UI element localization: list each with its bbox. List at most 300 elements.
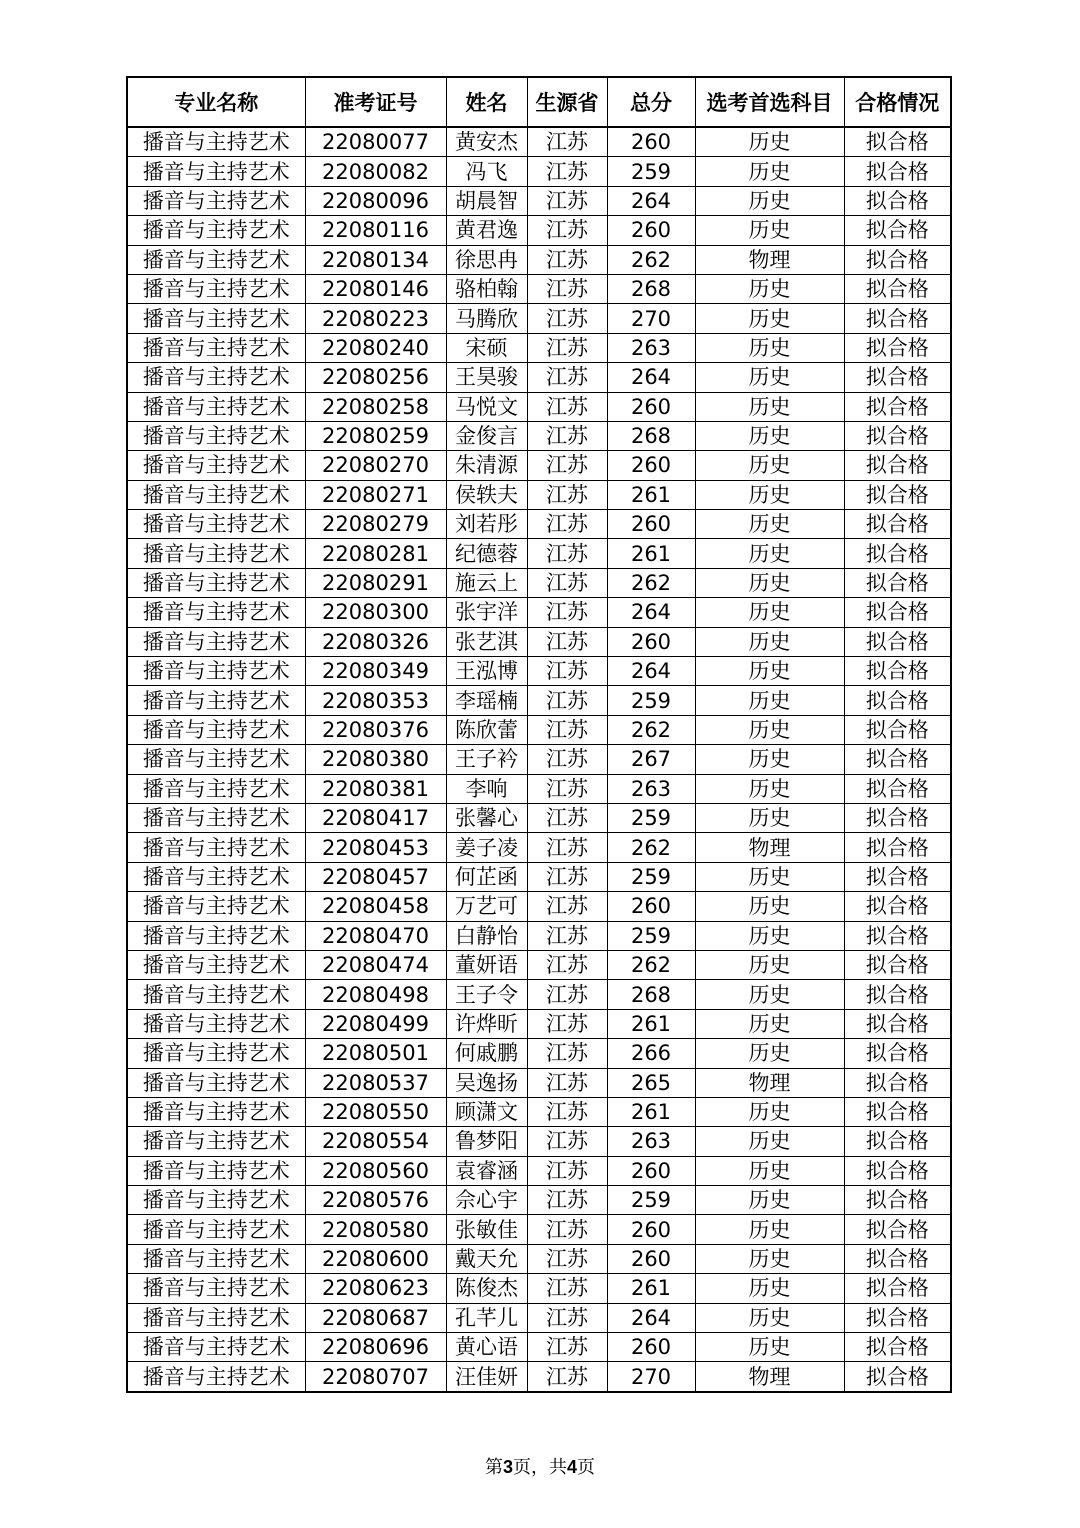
table-row — [127, 1068, 951, 1097]
cell-first-subject: 历史 — [695, 1303, 844, 1332]
cell-status: 拟合格 — [844, 1215, 951, 1244]
cell-name: 黄君逸 — [446, 216, 527, 245]
cell-first-subject: 历史 — [695, 1097, 844, 1126]
cell-status: 拟合格 — [844, 392, 951, 421]
cell-province: 江苏 — [527, 1215, 607, 1244]
cell-exam-id: 22080326 — [305, 627, 446, 656]
table-row — [127, 774, 951, 803]
table-row — [127, 1362, 951, 1392]
cell-status: 拟合格 — [844, 333, 951, 362]
cell-first-subject: 历史 — [695, 568, 844, 597]
cell-name: 张馨心 — [446, 803, 527, 832]
cell-first-subject: 历史 — [695, 1244, 844, 1273]
cell-name: 董妍语 — [446, 950, 527, 979]
cell-first-subject: 历史 — [695, 921, 844, 950]
cell-province: 江苏 — [527, 1333, 607, 1362]
cell-name: 许烨昕 — [446, 1009, 527, 1038]
cell-first-subject: 历史 — [695, 627, 844, 656]
cell-major: 播音与主持艺术 — [127, 127, 305, 157]
cell-status: 拟合格 — [844, 657, 951, 686]
table-row — [127, 568, 951, 597]
cell-first-subject: 历史 — [695, 1215, 844, 1244]
cell-status: 拟合格 — [844, 1068, 951, 1097]
cell-first-subject: 历史 — [695, 715, 844, 744]
table-row — [127, 1274, 951, 1303]
header-first-subject: 选考首选科目 — [695, 77, 844, 127]
cell-province: 江苏 — [527, 451, 607, 480]
cell-province: 江苏 — [527, 480, 607, 509]
cell-name: 戴天允 — [446, 1244, 527, 1273]
cell-exam-id: 22080259 — [305, 421, 446, 450]
cell-exam-id: 22080291 — [305, 568, 446, 597]
table-row — [127, 950, 951, 979]
cell-province: 江苏 — [527, 363, 607, 392]
table-row — [127, 127, 951, 157]
cell-exam-id: 22080696 — [305, 1333, 446, 1362]
cell-total-score: 264 — [607, 657, 695, 686]
table-row — [127, 480, 951, 509]
cell-total-score: 260 — [607, 892, 695, 921]
cell-major: 播音与主持艺术 — [127, 980, 305, 1009]
table-row — [127, 510, 951, 539]
cell-exam-id: 22080134 — [305, 245, 446, 274]
cell-name: 施云上 — [446, 568, 527, 597]
cell-total-score: 270 — [607, 1362, 695, 1392]
cell-first-subject: 历史 — [695, 1333, 844, 1362]
cell-status: 拟合格 — [844, 892, 951, 921]
cell-exam-id: 22080376 — [305, 715, 446, 744]
cell-exam-id: 22080580 — [305, 1215, 446, 1244]
cell-exam-id: 22080146 — [305, 274, 446, 303]
cell-exam-id: 22080223 — [305, 304, 446, 333]
cell-province: 江苏 — [527, 274, 607, 303]
cell-status: 拟合格 — [844, 745, 951, 774]
cell-status: 拟合格 — [844, 1127, 951, 1156]
cell-major: 播音与主持艺术 — [127, 686, 305, 715]
cell-major: 播音与主持艺术 — [127, 157, 305, 186]
cell-exam-id: 22080256 — [305, 363, 446, 392]
cell-major: 播音与主持艺术 — [127, 1362, 305, 1392]
cell-first-subject: 历史 — [695, 745, 844, 774]
cell-major: 播音与主持艺术 — [127, 304, 305, 333]
cell-status: 拟合格 — [844, 274, 951, 303]
cell-first-subject: 历史 — [695, 892, 844, 921]
cell-total-score: 262 — [607, 833, 695, 862]
cell-first-subject: 历史 — [695, 451, 844, 480]
cell-name: 孔芊儿 — [446, 1303, 527, 1332]
cell-name: 汪佳妍 — [446, 1362, 527, 1392]
table-row — [127, 1039, 951, 1068]
cell-first-subject: 历史 — [695, 127, 844, 157]
footer-prefix: 第 — [484, 1457, 503, 1478]
table-row — [127, 892, 951, 921]
cell-name: 朱清源 — [446, 451, 527, 480]
cell-major: 播音与主持艺术 — [127, 892, 305, 921]
table-row — [127, 421, 951, 450]
table-row — [127, 803, 951, 832]
cell-province: 江苏 — [527, 157, 607, 186]
footer-current-page: 3 — [502, 1457, 513, 1477]
cell-major: 播音与主持艺术 — [127, 1156, 305, 1185]
cell-first-subject: 历史 — [695, 363, 844, 392]
table-row — [127, 657, 951, 686]
cell-province: 江苏 — [527, 774, 607, 803]
cell-first-subject: 历史 — [695, 186, 844, 215]
table-row — [127, 921, 951, 950]
cell-total-score: 263 — [607, 774, 695, 803]
page-footer — [0, 1453, 1080, 1479]
cell-status: 拟合格 — [844, 1156, 951, 1185]
cell-status: 拟合格 — [844, 950, 951, 979]
cell-total-score: 264 — [607, 1303, 695, 1332]
cell-total-score: 260 — [607, 451, 695, 480]
cell-major: 播音与主持艺术 — [127, 245, 305, 274]
cell-exam-id: 22080380 — [305, 745, 446, 774]
cell-total-score: 260 — [607, 216, 695, 245]
cell-exam-id: 22080453 — [305, 833, 446, 862]
header-major: 专业名称 — [127, 77, 305, 127]
cell-major: 播音与主持艺术 — [127, 1097, 305, 1126]
cell-total-score: 260 — [607, 1215, 695, 1244]
cell-total-score: 262 — [607, 245, 695, 274]
cell-first-subject: 历史 — [695, 421, 844, 450]
table-row — [127, 598, 951, 627]
cell-first-subject: 历史 — [695, 216, 844, 245]
cell-name: 纪德蓉 — [446, 539, 527, 568]
cell-total-score: 267 — [607, 745, 695, 774]
cell-name: 王昊骏 — [446, 363, 527, 392]
cell-name: 陈欣蕾 — [446, 715, 527, 744]
cell-exam-id: 22080349 — [305, 657, 446, 686]
cell-province: 江苏 — [527, 186, 607, 215]
cell-total-score: 264 — [607, 598, 695, 627]
table-row — [127, 363, 951, 392]
cell-first-subject: 历史 — [695, 598, 844, 627]
cell-name: 佘心宇 — [446, 1186, 527, 1215]
table-row — [127, 333, 951, 362]
cell-name: 宋硕 — [446, 333, 527, 362]
cell-status: 拟合格 — [844, 539, 951, 568]
cell-province: 江苏 — [527, 304, 607, 333]
cell-total-score: 263 — [607, 1127, 695, 1156]
cell-exam-id: 22080082 — [305, 157, 446, 186]
cell-first-subject: 物理 — [695, 833, 844, 862]
cell-status: 拟合格 — [844, 715, 951, 744]
cell-status: 拟合格 — [844, 862, 951, 891]
cell-exam-id: 22080279 — [305, 510, 446, 539]
cell-province: 江苏 — [527, 1186, 607, 1215]
cell-major: 播音与主持艺术 — [127, 1303, 305, 1332]
footer-middle: 页，共 — [513, 1457, 567, 1478]
table-row — [127, 627, 951, 656]
cell-name: 白静怡 — [446, 921, 527, 950]
cell-status: 拟合格 — [844, 598, 951, 627]
cell-name: 马腾欣 — [446, 304, 527, 333]
table-row — [127, 715, 951, 744]
cell-major: 播音与主持艺术 — [127, 862, 305, 891]
cell-exam-id: 22080707 — [305, 1362, 446, 1392]
cell-total-score: 262 — [607, 950, 695, 979]
cell-status: 拟合格 — [844, 980, 951, 1009]
cell-status: 拟合格 — [844, 510, 951, 539]
cell-province: 江苏 — [527, 833, 607, 862]
header-province: 生源省 — [527, 77, 607, 127]
cell-name: 刘若彤 — [446, 510, 527, 539]
cell-name: 侯轶夫 — [446, 480, 527, 509]
table-row — [127, 1097, 951, 1126]
cell-province: 江苏 — [527, 245, 607, 274]
cell-first-subject: 历史 — [695, 1009, 844, 1038]
table-row — [127, 862, 951, 891]
cell-total-score: 259 — [607, 803, 695, 832]
table-row — [127, 1303, 951, 1332]
cell-name: 王子令 — [446, 980, 527, 1009]
table-row — [127, 1333, 951, 1362]
cell-name: 张敏佳 — [446, 1215, 527, 1244]
table-row — [127, 539, 951, 568]
cell-exam-id: 22080474 — [305, 950, 446, 979]
cell-major: 播音与主持艺术 — [127, 451, 305, 480]
cell-province: 江苏 — [527, 127, 607, 157]
cell-name: 顾潇文 — [446, 1097, 527, 1126]
table-row — [127, 216, 951, 245]
cell-status: 拟合格 — [844, 1362, 951, 1392]
cell-major: 播音与主持艺术 — [127, 1244, 305, 1273]
cell-province: 江苏 — [527, 1274, 607, 1303]
table-row — [127, 451, 951, 480]
cell-province: 江苏 — [527, 1009, 607, 1038]
cell-first-subject: 历史 — [695, 862, 844, 891]
cell-total-score: 261 — [607, 480, 695, 509]
cell-province: 江苏 — [527, 657, 607, 686]
cell-province: 江苏 — [527, 921, 607, 950]
cell-exam-id: 22080550 — [305, 1097, 446, 1126]
cell-name: 胡晨智 — [446, 186, 527, 215]
cell-province: 江苏 — [527, 333, 607, 362]
cell-status: 拟合格 — [844, 1244, 951, 1273]
cell-exam-id: 22080281 — [305, 539, 446, 568]
cell-major: 播音与主持艺术 — [127, 539, 305, 568]
cell-first-subject: 历史 — [695, 274, 844, 303]
cell-major: 播音与主持艺术 — [127, 774, 305, 803]
cell-first-subject: 物理 — [695, 1068, 844, 1097]
cell-first-subject: 历史 — [695, 480, 844, 509]
cell-exam-id: 22080501 — [305, 1039, 446, 1068]
cell-total-score: 260 — [607, 392, 695, 421]
cell-exam-id: 22080470 — [305, 921, 446, 950]
cell-name: 徐思冉 — [446, 245, 527, 274]
cell-province: 江苏 — [527, 745, 607, 774]
cell-total-score: 259 — [607, 157, 695, 186]
cell-province: 江苏 — [527, 980, 607, 1009]
cell-major: 播音与主持艺术 — [127, 1333, 305, 1362]
cell-province: 江苏 — [527, 1244, 607, 1273]
table-row — [127, 157, 951, 186]
cell-exam-id: 22080240 — [305, 333, 446, 362]
cell-first-subject: 历史 — [695, 392, 844, 421]
cell-name: 金俊言 — [446, 421, 527, 450]
cell-exam-id: 22080300 — [305, 598, 446, 627]
cell-name: 万艺可 — [446, 892, 527, 921]
cell-major: 播音与主持艺术 — [127, 216, 305, 245]
cell-major: 播音与主持艺术 — [127, 333, 305, 362]
header-name: 姓名 — [446, 77, 527, 127]
cell-total-score: 259 — [607, 921, 695, 950]
cell-first-subject: 历史 — [695, 686, 844, 715]
cell-province: 江苏 — [527, 568, 607, 597]
cell-total-score: 266 — [607, 1039, 695, 1068]
cell-total-score: 260 — [607, 1156, 695, 1185]
table-row — [127, 304, 951, 333]
cell-province: 江苏 — [527, 392, 607, 421]
table-row — [127, 833, 951, 862]
cell-exam-id: 22080077 — [305, 127, 446, 157]
cell-name: 何芷函 — [446, 862, 527, 891]
cell-name: 张宇洋 — [446, 598, 527, 627]
cell-major: 播音与主持艺术 — [127, 745, 305, 774]
cell-status: 拟合格 — [844, 157, 951, 186]
cell-total-score: 260 — [607, 127, 695, 157]
table-row — [127, 1156, 951, 1185]
cell-major: 播音与主持艺术 — [127, 1127, 305, 1156]
cell-province: 江苏 — [527, 892, 607, 921]
cell-total-score: 264 — [607, 363, 695, 392]
cell-name: 冯飞 — [446, 157, 527, 186]
cell-status: 拟合格 — [844, 363, 951, 392]
cell-first-subject: 历史 — [695, 1039, 844, 1068]
cell-first-subject: 历史 — [695, 304, 844, 333]
cell-status: 拟合格 — [844, 421, 951, 450]
cell-total-score: 270 — [607, 304, 695, 333]
cell-major: 播音与主持艺术 — [127, 568, 305, 597]
cell-total-score: 259 — [607, 686, 695, 715]
cell-status: 拟合格 — [844, 774, 951, 803]
cell-status: 拟合格 — [844, 1274, 951, 1303]
cell-status: 拟合格 — [844, 304, 951, 333]
cell-status: 拟合格 — [844, 568, 951, 597]
cell-province: 江苏 — [527, 862, 607, 891]
cell-status: 拟合格 — [844, 803, 951, 832]
cell-province: 江苏 — [527, 421, 607, 450]
cell-first-subject: 历史 — [695, 1127, 844, 1156]
cell-total-score: 260 — [607, 627, 695, 656]
cell-first-subject: 历史 — [695, 803, 844, 832]
cell-status: 拟合格 — [844, 921, 951, 950]
cell-province: 江苏 — [527, 715, 607, 744]
cell-status: 拟合格 — [844, 216, 951, 245]
cell-status: 拟合格 — [844, 127, 951, 157]
cell-major: 播音与主持艺术 — [127, 1039, 305, 1068]
cell-major: 播音与主持艺术 — [127, 510, 305, 539]
cell-exam-id: 22080381 — [305, 774, 446, 803]
cell-first-subject: 历史 — [695, 510, 844, 539]
cell-exam-id: 22080499 — [305, 1009, 446, 1038]
table-row — [127, 1127, 951, 1156]
cell-first-subject: 历史 — [695, 539, 844, 568]
table-row — [127, 686, 951, 715]
cell-major: 播音与主持艺术 — [127, 715, 305, 744]
cell-first-subject: 物理 — [695, 245, 844, 274]
cell-exam-id: 22080623 — [305, 1274, 446, 1303]
cell-total-score: 264 — [607, 186, 695, 215]
table-row — [127, 245, 951, 274]
cell-major: 播音与主持艺术 — [127, 1068, 305, 1097]
table-row — [127, 1244, 951, 1273]
cell-status: 拟合格 — [844, 451, 951, 480]
cell-status: 拟合格 — [844, 480, 951, 509]
cell-major: 播音与主持艺术 — [127, 598, 305, 627]
footer-suffix: 页 — [577, 1457, 596, 1478]
cell-name: 何戚鹏 — [446, 1039, 527, 1068]
table-row — [127, 1009, 951, 1038]
footer-total-pages: 4 — [567, 1457, 578, 1477]
cell-province: 江苏 — [527, 598, 607, 627]
cell-name: 黄安杰 — [446, 127, 527, 157]
cell-exam-id: 22080560 — [305, 1156, 446, 1185]
cell-name: 张艺淇 — [446, 627, 527, 656]
cell-total-score: 261 — [607, 539, 695, 568]
cell-name: 吴逸扬 — [446, 1068, 527, 1097]
cell-exam-id: 22080687 — [305, 1303, 446, 1332]
cell-status: 拟合格 — [844, 833, 951, 862]
cell-total-score: 265 — [607, 1068, 695, 1097]
cell-province: 江苏 — [527, 1156, 607, 1185]
cell-province: 江苏 — [527, 627, 607, 656]
cell-total-score: 261 — [607, 1009, 695, 1038]
cell-major: 播音与主持艺术 — [127, 363, 305, 392]
cell-status: 拟合格 — [844, 1186, 951, 1215]
cell-province: 江苏 — [527, 1068, 607, 1097]
cell-province: 江苏 — [527, 1303, 607, 1332]
cell-total-score: 268 — [607, 274, 695, 303]
cell-total-score: 268 — [607, 980, 695, 1009]
cell-major: 播音与主持艺术 — [127, 1274, 305, 1303]
table-row — [127, 274, 951, 303]
cell-exam-id: 22080458 — [305, 892, 446, 921]
cell-status: 拟合格 — [844, 1333, 951, 1362]
cell-name: 王泓博 — [446, 657, 527, 686]
cell-exam-id: 22080417 — [305, 803, 446, 832]
cell-exam-id: 22080498 — [305, 980, 446, 1009]
header-status: 合格情况 — [844, 77, 951, 127]
table-row — [127, 980, 951, 1009]
table-row — [127, 392, 951, 421]
cell-total-score: 260 — [607, 510, 695, 539]
cell-province: 江苏 — [527, 1039, 607, 1068]
cell-major: 播音与主持艺术 — [127, 950, 305, 979]
cell-total-score: 260 — [607, 1333, 695, 1362]
cell-first-subject: 历史 — [695, 1156, 844, 1185]
cell-name: 鲁梦阳 — [446, 1127, 527, 1156]
cell-first-subject: 历史 — [695, 657, 844, 686]
results-table — [126, 76, 952, 1393]
cell-major: 播音与主持艺术 — [127, 392, 305, 421]
cell-major: 播音与主持艺术 — [127, 803, 305, 832]
cell-status: 拟合格 — [844, 186, 951, 215]
cell-major: 播音与主持艺术 — [127, 833, 305, 862]
cell-major: 播音与主持艺术 — [127, 1215, 305, 1244]
cell-name: 袁睿涵 — [446, 1156, 527, 1185]
cell-name: 马悦文 — [446, 392, 527, 421]
cell-status: 拟合格 — [844, 245, 951, 274]
cell-exam-id: 22080270 — [305, 451, 446, 480]
cell-total-score: 263 — [607, 333, 695, 362]
cell-exam-id: 22080576 — [305, 1186, 446, 1215]
cell-total-score: 261 — [607, 1097, 695, 1126]
cell-major: 播音与主持艺术 — [127, 627, 305, 656]
cell-province: 江苏 — [527, 1362, 607, 1392]
cell-name: 李响 — [446, 774, 527, 803]
